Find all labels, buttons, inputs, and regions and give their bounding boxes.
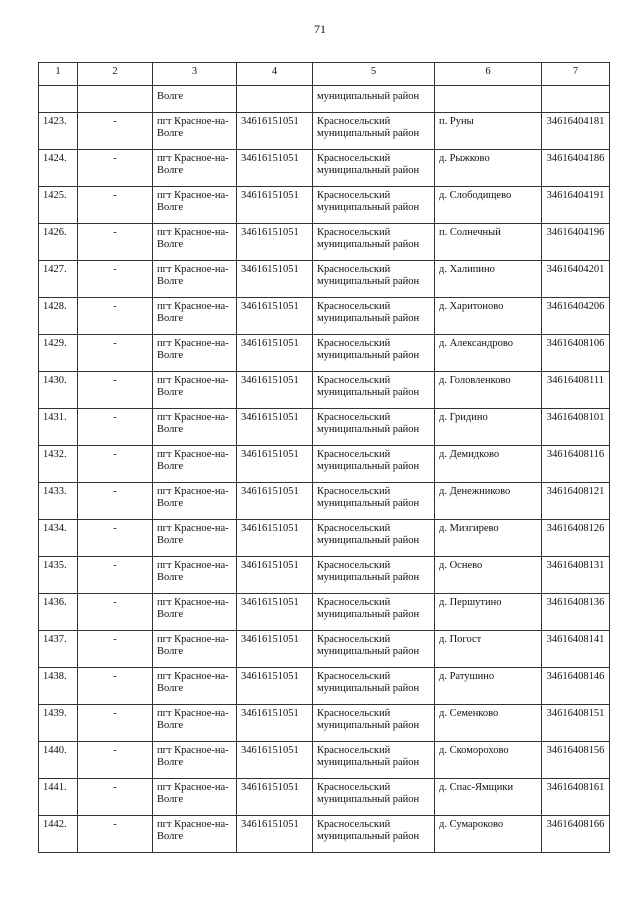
cell-dash: - — [78, 298, 153, 335]
table-row — [39, 631, 610, 668]
cell-district: Красносельский муниципальный район — [313, 705, 435, 742]
cell-settlement: пгт Красное-на-Волге — [153, 446, 237, 483]
cell-settlement: пгт Красное-на-Волге — [153, 261, 237, 298]
cell-number: 1427. — [39, 261, 78, 298]
cell-oktmo: 34616151051 — [237, 483, 313, 520]
cell-settlement: пгт Красное-на-Волге — [153, 668, 237, 705]
cell-number: 1426. — [39, 224, 78, 261]
cell-settlement: пгт Красное-на-Волге — [153, 187, 237, 224]
table-row — [39, 668, 610, 705]
cell-code: 34616404196 — [542, 224, 610, 261]
cell-locality: д. Денежниково — [435, 483, 542, 520]
cell-district: Красносельский муниципальный район — [313, 150, 435, 187]
cell-dash: - — [78, 113, 153, 150]
cell-dash: - — [78, 705, 153, 742]
cell-district: Красносельский муниципальный район — [313, 298, 435, 335]
cell-district: Красносельский муниципальный район — [313, 224, 435, 261]
cell-locality: д. Ратушино — [435, 668, 542, 705]
cell-locality: п. Руны — [435, 113, 542, 150]
cell-locality: д. Головленково — [435, 372, 542, 409]
table-row — [39, 187, 610, 224]
cell-settlement: пгт Красное-на-Волге — [153, 150, 237, 187]
cell-oktmo: 34616151051 — [237, 631, 313, 668]
cell-oktmo: 34616151051 — [237, 372, 313, 409]
column-header: 6 — [435, 63, 542, 86]
cell-locality: п. Солнечный — [435, 224, 542, 261]
cell-oktmo: 34616151051 — [237, 668, 313, 705]
table-row — [39, 520, 610, 557]
cell-oktmo: 34616151051 — [237, 705, 313, 742]
cell-dash: - — [78, 483, 153, 520]
cell-settlement: пгт Красное-на-Волге — [153, 520, 237, 557]
table-row — [39, 594, 610, 631]
column-header: 4 — [237, 63, 313, 86]
table-row — [39, 557, 610, 594]
column-header: 3 — [153, 63, 237, 86]
cell-number: 1438. — [39, 668, 78, 705]
cell-district: Красносельский муниципальный район — [313, 594, 435, 631]
cell-locality: д. Харитоново — [435, 298, 542, 335]
cell-code: 34616404181 — [542, 113, 610, 150]
cell-district: Красносельский муниципальный район — [313, 742, 435, 779]
cell-locality: д. Гридино — [435, 409, 542, 446]
cell-dash: - — [78, 779, 153, 816]
cell-oktmo: 34616151051 — [237, 594, 313, 631]
cell-settlement: пгт Красное-на-Волге — [153, 298, 237, 335]
table-row — [39, 224, 610, 261]
cell-oktmo — [237, 86, 313, 113]
cell-number: 1425. — [39, 187, 78, 224]
continuation-row — [39, 86, 610, 113]
cell-number: 1429. — [39, 335, 78, 372]
table-row — [39, 779, 610, 816]
cell-locality: д. Оснево — [435, 557, 542, 594]
cell-code: 34616408126 — [542, 520, 610, 557]
cell-code: 34616404201 — [542, 261, 610, 298]
cell-dash: - — [78, 557, 153, 594]
cell-dash: - — [78, 668, 153, 705]
cell-oktmo: 34616151051 — [237, 446, 313, 483]
cell-locality: д. Погост — [435, 631, 542, 668]
cell-settlement: Волге — [153, 86, 237, 113]
cell-locality — [435, 86, 542, 113]
cell-district: Красносельский муниципальный район — [313, 668, 435, 705]
cell-settlement: пгт Красное-на-Волге — [153, 631, 237, 668]
cell-number: 1423. — [39, 113, 78, 150]
cell-number: 1432. — [39, 446, 78, 483]
cell-settlement: пгт Красное-на-Волге — [153, 224, 237, 261]
cell-settlement: пгт Красное-на-Волге — [153, 705, 237, 742]
cell-settlement: пгт Красное-на-Волге — [153, 335, 237, 372]
cell-dash: - — [78, 224, 153, 261]
table-row — [39, 446, 610, 483]
cell-code: 34616408101 — [542, 409, 610, 446]
cell-locality: д. Першутино — [435, 594, 542, 631]
cell-settlement: пгт Красное-на-Волге — [153, 779, 237, 816]
cell-number: 1439. — [39, 705, 78, 742]
cell-oktmo: 34616151051 — [237, 335, 313, 372]
cell-number: 1431. — [39, 409, 78, 446]
cell-oktmo: 34616151051 — [237, 779, 313, 816]
table-row — [39, 261, 610, 298]
cell-settlement: пгт Красное-на-Волге — [153, 594, 237, 631]
cell-code: 34616408146 — [542, 668, 610, 705]
cell-number: 1436. — [39, 594, 78, 631]
cell-dash — [78, 86, 153, 113]
cell-locality: д. Спас-Ямщики — [435, 779, 542, 816]
cell-code — [542, 86, 610, 113]
cell-number: 1434. — [39, 520, 78, 557]
cell-district: Красносельский муниципальный район — [313, 113, 435, 150]
column-header: 5 — [313, 63, 435, 86]
cell-locality: д. Слободищево — [435, 187, 542, 224]
cell-settlement: пгт Красное-на-Волге — [153, 557, 237, 594]
column-header: 2 — [78, 63, 153, 86]
cell-code: 34616408141 — [542, 631, 610, 668]
cell-settlement: пгт Красное-на-Волге — [153, 113, 237, 150]
cell-oktmo: 34616151051 — [237, 113, 313, 150]
settlements-table — [38, 62, 610, 853]
cell-settlement: пгт Красное-на-Волге — [153, 816, 237, 853]
cell-code: 34616408166 — [542, 816, 610, 853]
cell-oktmo: 34616151051 — [237, 224, 313, 261]
cell-dash: - — [78, 816, 153, 853]
cell-dash: - — [78, 742, 153, 779]
cell-oktmo: 34616151051 — [237, 150, 313, 187]
cell-number: 1442. — [39, 816, 78, 853]
cell-dash: - — [78, 150, 153, 187]
cell-locality: д. Демидково — [435, 446, 542, 483]
cell-oktmo: 34616151051 — [237, 742, 313, 779]
cell-district: Красносельский муниципальный район — [313, 631, 435, 668]
cell-number: 1435. — [39, 557, 78, 594]
cell-dash: - — [78, 335, 153, 372]
cell-oktmo: 34616151051 — [237, 187, 313, 224]
cell-oktmo: 34616151051 — [237, 409, 313, 446]
cell-settlement: пгт Красное-на-Волге — [153, 372, 237, 409]
table-row — [39, 150, 610, 187]
cell-number: 1424. — [39, 150, 78, 187]
table-row — [39, 409, 610, 446]
cell-code: 34616408111 — [542, 372, 610, 409]
cell-district: Красносельский муниципальный район — [313, 779, 435, 816]
cell-settlement: пгт Красное-на-Волге — [153, 483, 237, 520]
cell-code: 34616404191 — [542, 187, 610, 224]
cell-locality: д. Скоморохово — [435, 742, 542, 779]
table-row — [39, 705, 610, 742]
cell-locality: д. Александрово — [435, 335, 542, 372]
cell-code: 34616408131 — [542, 557, 610, 594]
table-row — [39, 483, 610, 520]
cell-dash: - — [78, 261, 153, 298]
cell-district: Красносельский муниципальный район — [313, 446, 435, 483]
cell-district: Красносельский муниципальный район — [313, 557, 435, 594]
cell-oktmo: 34616151051 — [237, 298, 313, 335]
table-row — [39, 298, 610, 335]
cell-settlement: пгт Красное-на-Волге — [153, 409, 237, 446]
table-header-row — [39, 63, 610, 86]
cell-number: 1440. — [39, 742, 78, 779]
cell-code: 34616408151 — [542, 705, 610, 742]
cell-district: Красносельский муниципальный район — [313, 483, 435, 520]
cell-number: 1437. — [39, 631, 78, 668]
cell-district: Красносельский муниципальный район — [313, 520, 435, 557]
table-row — [39, 742, 610, 779]
cell-dash: - — [78, 631, 153, 668]
column-header: 1 — [39, 63, 78, 86]
cell-locality: д. Семенково — [435, 705, 542, 742]
table-row — [39, 335, 610, 372]
cell-oktmo: 34616151051 — [237, 261, 313, 298]
cell-number — [39, 86, 78, 113]
cell-code: 34616408161 — [542, 779, 610, 816]
cell-code: 34616408116 — [542, 446, 610, 483]
cell-district: Красносельский муниципальный район — [313, 409, 435, 446]
page-number: 71 — [314, 22, 326, 36]
cell-number: 1433. — [39, 483, 78, 520]
cell-code: 34616408106 — [542, 335, 610, 372]
cell-oktmo: 34616151051 — [237, 557, 313, 594]
cell-number: 1430. — [39, 372, 78, 409]
cell-code: 34616408136 — [542, 594, 610, 631]
cell-locality: д. Мизгирево — [435, 520, 542, 557]
cell-dash: - — [78, 520, 153, 557]
cell-locality: д. Рыжково — [435, 150, 542, 187]
cell-dash: - — [78, 594, 153, 631]
table-row — [39, 372, 610, 409]
cell-district: муниципальный район — [313, 86, 435, 113]
cell-district: Красносельский муниципальный район — [313, 335, 435, 372]
cell-code: 34616408156 — [542, 742, 610, 779]
cell-locality: д. Халипино — [435, 261, 542, 298]
cell-dash: - — [78, 187, 153, 224]
table-row — [39, 816, 610, 853]
cell-code: 34616408121 — [542, 483, 610, 520]
cell-number: 1428. — [39, 298, 78, 335]
cell-dash: - — [78, 409, 153, 446]
cell-dash: - — [78, 372, 153, 409]
cell-code: 34616404206 — [542, 298, 610, 335]
cell-code: 34616404186 — [542, 150, 610, 187]
cell-oktmo: 34616151051 — [237, 816, 313, 853]
cell-number: 1441. — [39, 779, 78, 816]
cell-dash: - — [78, 446, 153, 483]
cell-district: Красносельский муниципальный район — [313, 816, 435, 853]
column-header: 7 — [542, 63, 610, 86]
table-row — [39, 113, 610, 150]
cell-district: Красносельский муниципальный район — [313, 187, 435, 224]
cell-oktmo: 34616151051 — [237, 520, 313, 557]
cell-district: Красносельский муниципальный район — [313, 372, 435, 409]
cell-locality: д. Сумароково — [435, 816, 542, 853]
cell-district: Красносельский муниципальный район — [313, 261, 435, 298]
cell-settlement: пгт Красное-на-Волге — [153, 742, 237, 779]
